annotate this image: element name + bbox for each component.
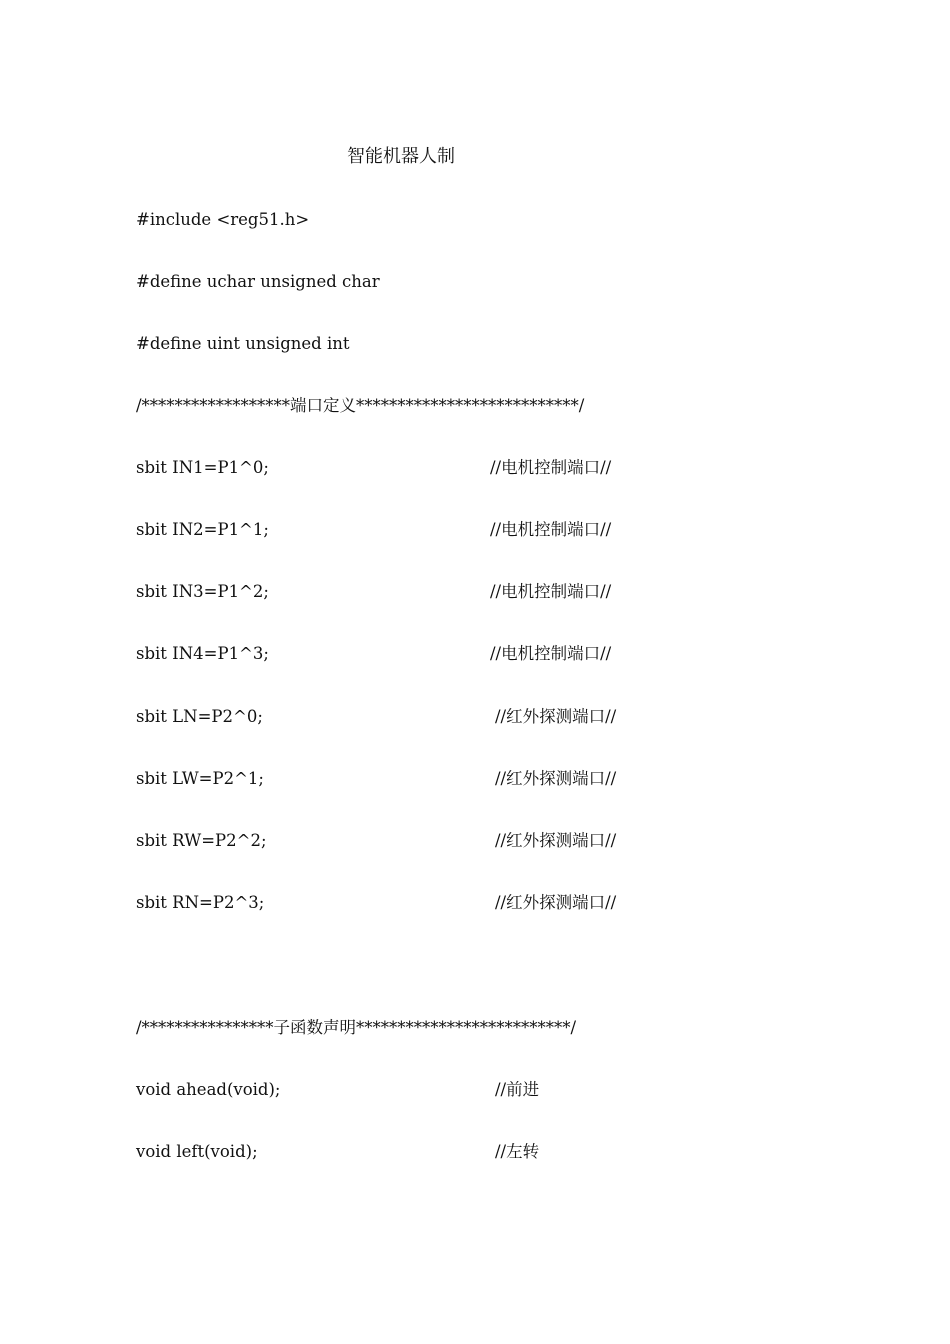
code-text: void left(void); bbox=[136, 1142, 258, 1161]
code-line bbox=[136, 333, 350, 377]
code-comment: //前进 bbox=[495, 1080, 540, 1099]
code-text: sbit RW=P2^2; bbox=[136, 831, 267, 850]
code-text: /******************端口定义***************************/ bbox=[136, 396, 585, 415]
code-comment: //电机控制端口// bbox=[490, 582, 612, 601]
code-text: sbit LW=P2^1; bbox=[136, 769, 264, 788]
code-line bbox=[136, 457, 612, 523]
code-line bbox=[136, 830, 617, 896]
code-line bbox=[136, 271, 380, 315]
section-header-line bbox=[136, 395, 585, 439]
code-line bbox=[136, 519, 612, 585]
code-text: sbit IN4=P1^3; bbox=[136, 644, 269, 663]
code-text: #include <reg51.h> bbox=[136, 210, 310, 229]
code-comment: //电机控制端口// bbox=[490, 520, 612, 539]
code-line bbox=[136, 1079, 540, 1145]
code-line bbox=[136, 643, 612, 709]
code-text: #define uint unsigned int bbox=[136, 334, 350, 353]
code-line bbox=[136, 209, 310, 253]
document-title: 智能机器人制 bbox=[347, 146, 455, 167]
code-line bbox=[136, 892, 617, 958]
code-line bbox=[136, 1141, 540, 1207]
code-comment: //红外探测端口// bbox=[495, 893, 617, 912]
code-line bbox=[136, 706, 617, 772]
code-text: sbit RN=P2^3; bbox=[136, 893, 265, 912]
code-comment: //电机控制端口// bbox=[490, 458, 612, 477]
code-text: #define uchar unsigned char bbox=[136, 272, 380, 291]
code-text: sbit IN2=P1^1; bbox=[136, 520, 269, 539]
code-line bbox=[136, 581, 612, 647]
code-text: sbit LN=P2^0; bbox=[136, 707, 263, 726]
section-header-line bbox=[136, 1017, 577, 1061]
code-comment: //红外探测端口// bbox=[495, 707, 617, 726]
code-text: sbit IN3=P1^2; bbox=[136, 582, 269, 601]
code-line bbox=[136, 768, 617, 834]
code-comment: //电机控制端口// bbox=[490, 644, 612, 663]
code-comment: //红外探测端口// bbox=[495, 769, 617, 788]
code-text: /****************子函数声明**************************/ bbox=[136, 1018, 577, 1037]
code-comment: //左转 bbox=[495, 1142, 540, 1161]
code-text: void ahead(void); bbox=[136, 1080, 281, 1099]
code-text: sbit IN1=P1^0; bbox=[136, 458, 269, 477]
code-comment: //红外探测端口// bbox=[495, 831, 617, 850]
